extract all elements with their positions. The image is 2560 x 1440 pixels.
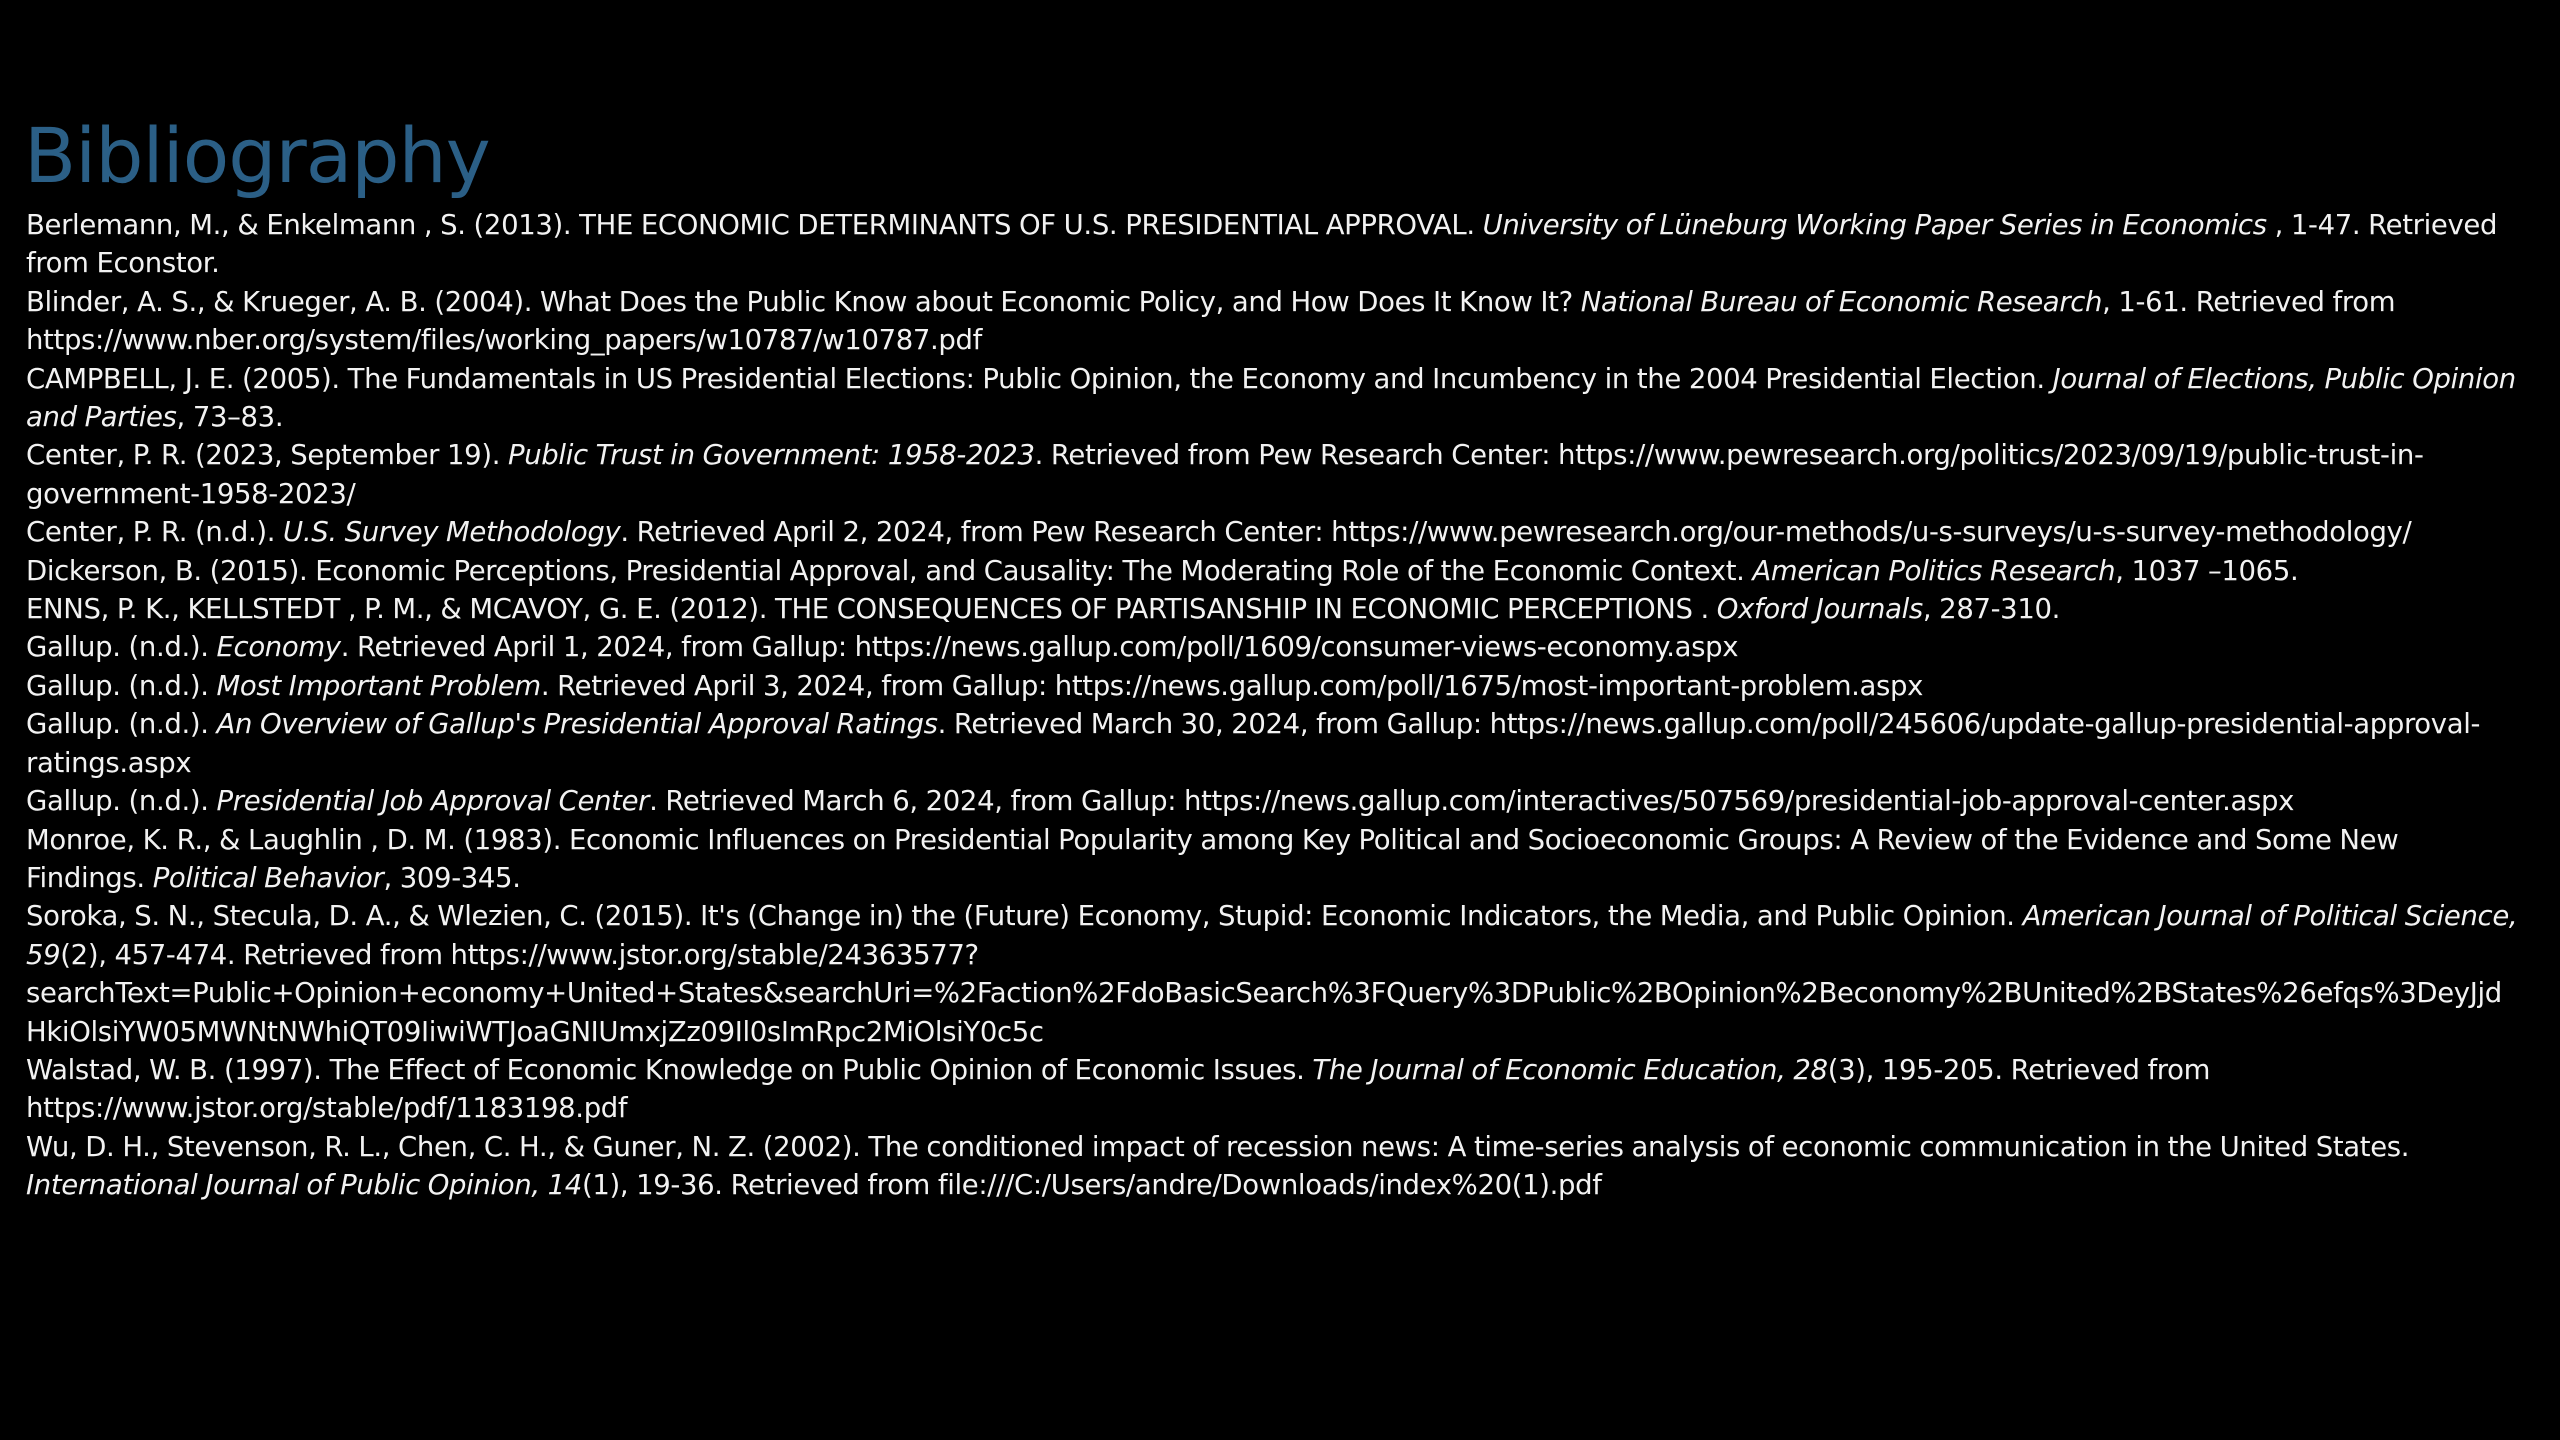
- reference-text: Center, P. R. (2023, September 19).: [26, 439, 508, 472]
- reference-source: Economy: [216, 631, 341, 664]
- reference-text: Dickerson, B. (2015). Economic Perceptions, Presidential Approval, and Causality: The Moderating Role of the Economic Context.: [26, 554, 1753, 587]
- reference-text: Walstad, W. B. (1997). The Effect of Economic Knowledge on Public Opinion of Economic Issues.: [26, 1053, 1313, 1086]
- reference-source: Most Important Problem: [216, 669, 541, 702]
- reference-item: [26, 1051, 2521, 1128]
- reference-source: American Politics Research: [1752, 554, 2116, 587]
- reference-details: . Retrieved April 1, 2024, from Gallup: https://news.gallup.com/poll/1609/consumer-views-economy.aspx: [340, 631, 1739, 664]
- reference-text: Gallup. (n.d.).: [26, 631, 217, 664]
- reference-text: Wu, D. H., Stevenson, R. L., Chen, C. H., & Guner, N. Z. (2002). The conditioned impact of recession news: A time-series analysis of economic communication in the United States.: [26, 1130, 2410, 1163]
- reference-details: (1), 19-36. Retrieved from file:///C:/Users/andre/Downloads/index%20(1).pdf: [581, 1169, 1602, 1202]
- reference-text: Gallup. (n.d.).: [26, 669, 217, 702]
- reference-details: . Retrieved March 6, 2024, from Gallup: https://news.gallup.com/interactives/507569/presidential-job-approval-center.aspx: [649, 785, 2294, 818]
- reference-details: , 287-310.: [1922, 593, 2061, 626]
- reference-text: Gallup. (n.d.).: [26, 785, 217, 818]
- reference-item: [26, 1128, 2521, 1205]
- reference-item: [26, 821, 2521, 898]
- reference-text: CAMPBELL, J. E. (2005). The Fundamentals in US Presidential Elections: Public Opinion, the Economy and Incumbency in the 2004 Presidential Election.: [26, 362, 2053, 395]
- reference-source: Political Behavior: [152, 861, 384, 894]
- reference-text: Berlemann, M., & Enkelmann , S. (2013). THE ECONOMIC DETERMINANTS OF U.S. PRESIDENTIAL APPROVAL.: [26, 209, 1483, 241]
- reference-item: [26, 667, 2521, 705]
- reference-details: (3), 195-205. Retrieved from https://www.jstor.org/stable/pdf/1183198.pdf: [26, 1053, 2211, 1125]
- reference-item: [26, 283, 2521, 360]
- reference-item: [26, 513, 2521, 551]
- reference-item: [26, 552, 2521, 590]
- reference-source: International Journal of Public Opinion, 14: [26, 1169, 582, 1202]
- reference-text: Soroka, S. N., Stecula, D. A., & Wlezien, C. (2015). It's (Change in) the (Future) Economy, Stupid: Economic Indicators, the Media, and Public Opinion.: [26, 900, 2023, 933]
- reference-source: American Journal of Political Science, 59: [26, 900, 2518, 971]
- reference-details: , 309-345.: [383, 861, 521, 894]
- reference-item: [26, 782, 2521, 820]
- reference-source: Presidential Job Approval Center: [216, 785, 650, 818]
- reference-details: , 1037 –1065.: [2115, 554, 2299, 587]
- reference-text: Monroe, K. R., & Laughlin , D. M. (1983). Economic Influences on Presidential Popularity among Key Political and Socioeconomic Groups: A Review of the Evidence and Some New Findings.: [26, 823, 2399, 894]
- reference-details: , 1-47. Retrieved from Econstor.: [26, 209, 2498, 280]
- reference-item: [26, 897, 2521, 1051]
- reference-list: [26, 206, 2521, 1205]
- reference-source: The Journal of Economic Education, 28: [1312, 1053, 1828, 1086]
- reference-item: [26, 705, 2521, 782]
- reference-source: Public Trust in Government: 1958-2023: [507, 439, 1035, 472]
- reference-source: University of Lüneburg Working Paper Series in Economics: [1482, 209, 2267, 241]
- reference-source: Oxford Journals: [1716, 593, 1923, 626]
- reference-item: [26, 628, 2521, 666]
- reference-text: ENNS, P. K., KELLSTEDT , P. M., & MCAVOY, G. E. (2012). THE CONSEQUENCES OF PARTISANSHIP IN ECONOMIC PERCEPTIONS .: [26, 593, 1717, 626]
- reference-source: Journal of Elections, Public Opinion and Parties: [26, 362, 2516, 434]
- reference-source: U.S. Survey Methodology: [283, 516, 621, 549]
- reference-text: Gallup. (n.d.).: [26, 708, 217, 741]
- reference-item: [26, 206, 2521, 283]
- reference-details: , 73–83.: [176, 401, 284, 434]
- reference-item: [26, 436, 2521, 513]
- reference-text: Center, P. R. (n.d.).: [26, 516, 284, 549]
- reference-source: National Bureau of Economic Research: [1580, 285, 2103, 318]
- reference-details: . Retrieved March 30, 2024, from Gallup: https://news.gallup.com/poll/245606/update-gallup-presidential-approval-ratings.aspx: [26, 708, 2481, 779]
- reference-details: . Retrieved from Pew Research Center: https://www.pewresearch.org/politics/2023/09/19/public-trust-in-government-1958-2023/: [26, 439, 2424, 510]
- reference-item: [26, 360, 2521, 437]
- reference-details: , 1-61. Retrieved from https://www.nber.org/system/files/working_papers/w10787/w10787.pdf: [26, 285, 2396, 357]
- reference-details: . Retrieved April 2, 2024, from Pew Research Center: https://www.pewresearch.org/our-methods/u-s-surveys/u-s-survey-methodology/: [620, 516, 2412, 549]
- reference-item: [26, 590, 2521, 628]
- reference-details: (2), 457-474. Retrieved from https://www.jstor.org/stable/24363577?searchText=Public+Opinion+economy+United+States&searchUri=%2Faction%2FdoBasicSearch%3FQuery%3DPublic%2BOpinion%2Beconomy%2BUnited%2BStates%26efqs%3DeyJjdHkiOlsiYW05MWNtNWhiQT09IiwiWTJoaGNIUmxjZz09Il0sImRpc2MiOlsiY0c5c: [26, 938, 2502, 1048]
- reference-source: An Overview of Gallup's Presidential Approval Ratings: [216, 708, 938, 741]
- page-title: Bibliography: [24, 111, 490, 200]
- reference-text: Blinder, A. S., & Krueger, A. B. (2004). What Does the Public Know about Economic Policy, and How Does It Know It?: [26, 285, 1581, 318]
- reference-details: . Retrieved April 3, 2024, from Gallup: https://news.gallup.com/poll/1675/most-important-problem.aspx: [540, 669, 1924, 702]
